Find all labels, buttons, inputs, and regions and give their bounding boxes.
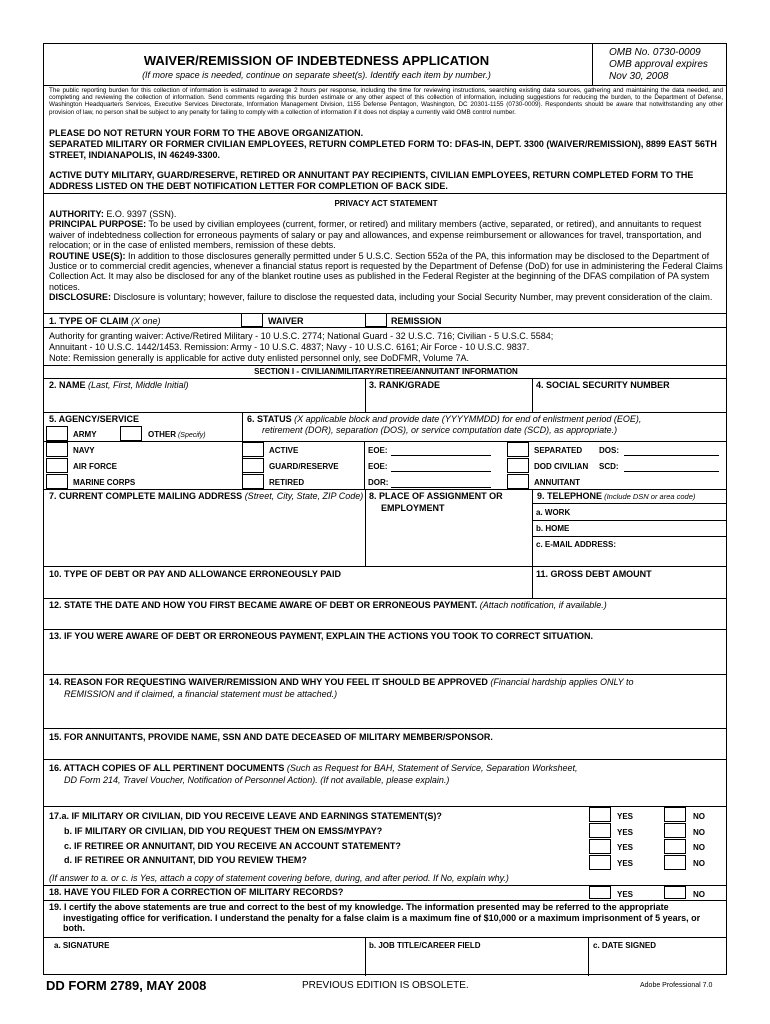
omb-date: Nov 30, 2008 xyxy=(609,71,669,82)
name-label: 2. NAME (Last, First, Middle Initial) xyxy=(49,380,189,390)
home-phone-input[interactable] xyxy=(584,522,724,535)
active-checkbox[interactable] xyxy=(242,442,264,457)
q17a-no-checkbox[interactable] xyxy=(664,807,686,822)
annuitant-checkbox[interactable] xyxy=(507,474,529,489)
form-id: DD FORM 2789, MAY 2008 xyxy=(46,978,207,993)
assignment-label: 8. PLACE OF ASSIGNMENT OR xyxy=(369,491,503,501)
q17a-yes-label: YES xyxy=(617,812,634,821)
q17d-yes-checkbox[interactable] xyxy=(589,855,611,870)
ssn-label: 4. SOCIAL SECURITY NUMBER xyxy=(536,380,670,390)
privacy-heading: PRIVACY ACT STATEMENT xyxy=(334,199,438,208)
eoe-input-1[interactable] xyxy=(391,455,491,456)
mailing-address-label: 7. CURRENT COMPLETE MAILING ADDRESS (Street, City, State, ZIP Code) xyxy=(49,491,364,501)
separated-checkbox[interactable] xyxy=(507,442,529,457)
waiver-form xyxy=(43,43,727,975)
section-1-heading: SECTION I - CIVILIAN/MILITARY/RETIREE/ANNUITANT INFORMATION xyxy=(254,367,518,376)
q17d-no-label: NO xyxy=(693,859,705,868)
software-note: Adobe Professional 7.0 xyxy=(640,982,713,989)
q17d-no-checkbox[interactable] xyxy=(664,855,686,870)
form-title: WAIVER/REMISSION OF INDEBTEDNESS APPLICATION xyxy=(143,53,490,68)
q13-input[interactable] xyxy=(46,643,726,673)
home-phone-label: b. HOME xyxy=(536,524,570,533)
date-signed-label: c. DATE SIGNED xyxy=(593,941,656,950)
claim-authority-1: Authority for granting waiver: Active/Retired Military - 10 U.S.C. 2774; National Guard - 32 U.S.C. 716; Civilian - 5 U.S.C. 5584; xyxy=(49,331,554,341)
assignment-label-2: EMPLOYMENT xyxy=(381,503,445,513)
email-input[interactable] xyxy=(536,551,724,564)
q16-input[interactable] xyxy=(46,787,726,805)
routine-text: In addition to those disclosures generally permitted under 5 U.S.C. Section 552a of the PA, this information may be disclosed to the Department of Justice or to commercial credit agencies, whenever a financial status report is requested by the Department of Defense (DoD) for use in administering the Federal Claims Collection Act. It may also be disclosed for any of the blanket routine uses as published in the Federal Register at the beginning of the DFAS compilation of PA system notices. xyxy=(49,250,723,292)
q13-label: 13. IF YOU WERE AWARE OF DEBT OR ERRONEOUS PAYMENT, EXPLAIN THE ACTIONS YOU TOOK TO CORRECT SITUATION. xyxy=(49,631,594,641)
return-notice: PLEASE DO NOT RETURN YOUR FORM TO THE ABOVE ORGANIZATION. xyxy=(49,128,364,138)
job-title-input[interactable] xyxy=(367,952,586,974)
air-force-checkbox[interactable] xyxy=(46,458,68,473)
q17b-no-checkbox[interactable] xyxy=(664,823,686,838)
purpose-label: PRINCIPAL PURPOSE: xyxy=(49,219,147,230)
authority-label: AUTHORITY: xyxy=(49,209,104,219)
q17-note: (If answer to a. or c. is Yes, attach a copy of statement covering before, during, and after period. If No, explain why.) xyxy=(49,873,509,883)
q15-label: 15. FOR ANNUITANTS, PROVIDE NAME, SSN AND DATE DECEASED OF MILITARY MEMBER/SPONSOR. xyxy=(49,732,493,742)
q14-label: 14. REASON FOR REQUESTING WAIVER/REMISSION AND WHY YOU FEEL IT SHOULD BE APPROVED (Financial hardship applies ONLY to xyxy=(49,677,634,687)
q17d-label: d. IF RETIREE OR ANNUITANT, DID YOU REVIEW THEM? xyxy=(64,855,307,865)
q17b-label: b. IF MILITARY OR CIVILIAN, DID YOU REQUEST THEM ON EMSS/MYPAY? xyxy=(64,826,383,836)
q18-label: 18. HAVE YOU FILED FOR A CORRECTION OF MILITARY RECORDS? xyxy=(49,887,344,897)
q17b-no-label: NO xyxy=(693,828,705,837)
q14-input[interactable] xyxy=(46,701,726,727)
q18-yes-checkbox[interactable] xyxy=(589,886,611,899)
q12-input[interactable] xyxy=(46,612,726,628)
q17a-no-label: NO xyxy=(693,812,705,821)
retired-checkbox[interactable] xyxy=(242,474,264,489)
navy-label: NAVY xyxy=(73,446,95,455)
scd-label: SCD: xyxy=(599,462,619,471)
name-input[interactable] xyxy=(46,392,363,410)
eoe-label-1: EOE: xyxy=(368,446,388,455)
disclosure-text: Disclosure is voluntary; however, failure to disclose the requested data, including your Social Security Number, may prevent consideration of the claim. xyxy=(111,292,713,303)
active-notice: ACTIVE DUTY MILITARY, GUARD/RESERVE, RETIRED OR ANNUITANT PAY RECIPIENTS, CIVILIAN EMPLOYEES, RETURN COMPLETED FORM TO THE ADDRESS LISTED ON THE DEBT NOTIFICATION LETTER FOR COMPLETION OF BACK SIDE. xyxy=(49,170,694,191)
marine-corps-checkbox[interactable] xyxy=(46,474,68,489)
claim-type-label: 1. TYPE OF CLAIM (X one) xyxy=(49,316,161,326)
waiver-checkbox[interactable] xyxy=(241,313,263,327)
claim-authority-3: Note: Remission generally is applicable for active duty enlisted personnel only, see DoDFMR, Volume 7A. xyxy=(49,353,470,363)
signature-input[interactable] xyxy=(46,952,363,974)
dod-civilian-label: DOD CIVILIAN xyxy=(534,462,589,471)
mailing-address-input[interactable] xyxy=(46,514,362,564)
rank-label: 3. RANK/GRADE xyxy=(369,380,441,390)
privacy-statement xyxy=(49,209,725,303)
q17c-no-checkbox[interactable] xyxy=(664,839,686,854)
separated-notice: SEPARATED MILITARY OR FORMER CIVILIAN EMPLOYEES, RETURN COMPLETED FORM TO: DFAS-IN, DEPT. 3300 (WAIVER/REMISSION), 8899 EAST 56TH STREET, INDIANAPOLIS, IN 46249-3300. xyxy=(49,139,717,160)
q17b-yes-checkbox[interactable] xyxy=(589,823,611,838)
q17c-yes-checkbox[interactable] xyxy=(589,839,611,854)
date-signed-input[interactable] xyxy=(590,952,726,974)
marine-corps-label: MARINE CORPS xyxy=(73,478,136,487)
scd-input[interactable] xyxy=(624,471,719,472)
debt-type-input[interactable] xyxy=(46,581,530,596)
army-checkbox[interactable] xyxy=(46,426,68,441)
claim-authority-2: Annuitant - 10 U.S.C. 1442/1453. Remission: Army - 10 U.S.C. 4837; Navy - 10 U.S.C. 6161; Air Force - 10 U.S.C. 9837. xyxy=(49,342,530,352)
status-label: 6. STATUS (X applicable block and provide date (YYYYMMDD) for end of enlistment period (EOE), xyxy=(247,414,642,424)
dos-input[interactable] xyxy=(624,455,719,456)
q15-input[interactable] xyxy=(46,744,726,758)
disclosure-label: DISCLOSURE: xyxy=(49,292,112,303)
q17b-yes-label: YES xyxy=(617,828,634,837)
gross-debt-input[interactable] xyxy=(534,581,726,596)
eoe-label-2: EOE: xyxy=(368,462,388,471)
q18-no-checkbox[interactable] xyxy=(664,886,686,899)
q17c-yes-label: YES xyxy=(617,843,634,852)
annuitant-label: ANNUITANT xyxy=(534,478,581,487)
job-title-label: b. JOB TITLE/CAREER FIELD xyxy=(369,941,481,950)
form-subtitle: (If more space is needed, continue on separate sheet(s). Identify each item by number.) xyxy=(142,70,491,80)
guard-reserve-label: GUARD/RESERVE xyxy=(269,462,339,471)
q16-label: 16. ATTACH COPIES OF ALL PERTINENT DOCUMENTS (Such as Request for BAH, Statement of Service, Separation Worksheet, xyxy=(49,763,578,773)
other-checkbox[interactable] xyxy=(120,426,142,441)
guard-reserve-checkbox[interactable] xyxy=(242,458,264,473)
q12-label: 12. STATE THE DATE AND HOW YOU FIRST BECAME AWARE OF DEBT OR ERRONEOUS PAYMENT. (Attach notification, if available.) xyxy=(49,600,607,610)
agency-label: 5. AGENCY/SERVICE xyxy=(49,414,140,424)
remission-label: REMISSION xyxy=(391,316,442,326)
other-label: OTHER (Specify) xyxy=(148,430,206,439)
dor-label: DOR: xyxy=(368,478,389,487)
active-label: ACTIVE xyxy=(269,446,299,455)
q17a-yes-checkbox[interactable] xyxy=(589,807,611,822)
rank-input[interactable] xyxy=(367,392,530,410)
navy-checkbox[interactable] xyxy=(46,442,68,457)
status-hint: retirement (DOR), separation (DOS), or service computation date (SCD), as appropriate.) xyxy=(262,425,618,435)
signature-label: a. SIGNATURE xyxy=(54,941,110,950)
q17c-no-label: NO xyxy=(693,843,705,852)
q17d-yes-label: YES xyxy=(617,859,634,868)
work-phone-label: a. WORK xyxy=(536,508,571,517)
q16-hint: DD Form 214, Travel Voucher, Notification of Personnel Action). (If not available, please explain.) xyxy=(64,775,450,785)
waiver-label: WAIVER xyxy=(268,316,304,326)
assignment-input[interactable] xyxy=(367,516,530,564)
q17c-label: c. IF RETIREE OR ANNUITANT, DID YOU RECEIVE AN ACCOUNT STATEMENT? xyxy=(64,841,401,851)
remission-checkbox[interactable] xyxy=(365,313,387,327)
air-force-label: AIR FORCE xyxy=(73,462,117,471)
q17a-label: 17.a. IF MILITARY OR CIVILIAN, DID YOU RECEIVE LEAVE AND EARNINGS STATEMENT(S)? xyxy=(49,811,442,821)
purpose-text: To be used by civilian employees (current, former, or retired) and military members (active, separated, or retired), and annuitants to request waiver of indebtedness collection for erroneous payments of salary or pay and allowances, and expense reimbursement or allowances for travel, transportation, and relocation; or in the case of enlisted members, remission of these debts. xyxy=(49,219,702,251)
telephone-label: 9. TELEPHONE (Include DSN or area code) xyxy=(537,491,696,501)
omb-expires: OMB approval expires xyxy=(609,59,708,70)
work-phone-input[interactable] xyxy=(584,505,724,518)
q14-hint: REMISSION and if claimed, a financial statement must be attached.) xyxy=(64,689,338,699)
separated-label: SEPARATED xyxy=(534,446,583,455)
gross-debt-label: 11. GROSS DEBT AMOUNT xyxy=(536,569,652,579)
q19-certification: 19. I certify the above statements are true and correct to the best of my knowledge. The information presented may be referred to the appropriate investigating office for verification. I understand the penalty for a false claim is a maximum fine of $10,000 or a maximum imprisonment of 5 years, or both. xyxy=(49,902,701,933)
q18-yes-label: YES xyxy=(617,890,634,899)
ssn-input[interactable] xyxy=(534,392,726,410)
dos-label: DOS: xyxy=(599,446,619,455)
burden-statement: The public reporting burden for this collection of information is estimated to average 2 hours per response, including the time for reviewing instructions, searching existing data sources, gathering and maintaining the data needed, and completing and reviewing the collection of information. Send comments regarding this burden estimate or any other aspect of this collection of information, including suggestions for reducing the burden, to the Department of Defense, Washington Headquarters Services, Executive Services Directorate, Information Management Division, 1155 Defense Pentagon, Washington, DC 20301-1155 (0730-0009). Respondents should be aware that notwithstanding any other provision of law, no person shall be subject to any penalty for failing to comply with a collection of information if it does not display a currently valid OMB control number. xyxy=(49,87,723,116)
obsolete-notice: PREVIOUS EDITION IS OBSOLETE. xyxy=(302,980,469,991)
debt-type-label: 10. TYPE OF DEBT OR PAY AND ALLOWANCE ERRONEOUSLY PAID xyxy=(49,569,342,579)
eoe-input-2[interactable] xyxy=(391,471,491,472)
routine-label: ROUTINE USE(S): xyxy=(49,250,126,261)
q18-no-label: NO xyxy=(693,890,705,899)
dod-civilian-checkbox[interactable] xyxy=(507,458,529,473)
authority-text: E.O. 9397 (SSN). xyxy=(103,209,177,219)
omb-number: OMB No. 0730-0009 xyxy=(609,47,701,58)
retired-label: RETIRED xyxy=(269,478,305,487)
army-label: ARMY xyxy=(73,430,97,439)
email-label: c. E-MAIL ADDRESS: xyxy=(536,540,617,549)
dor-input[interactable] xyxy=(391,487,491,488)
